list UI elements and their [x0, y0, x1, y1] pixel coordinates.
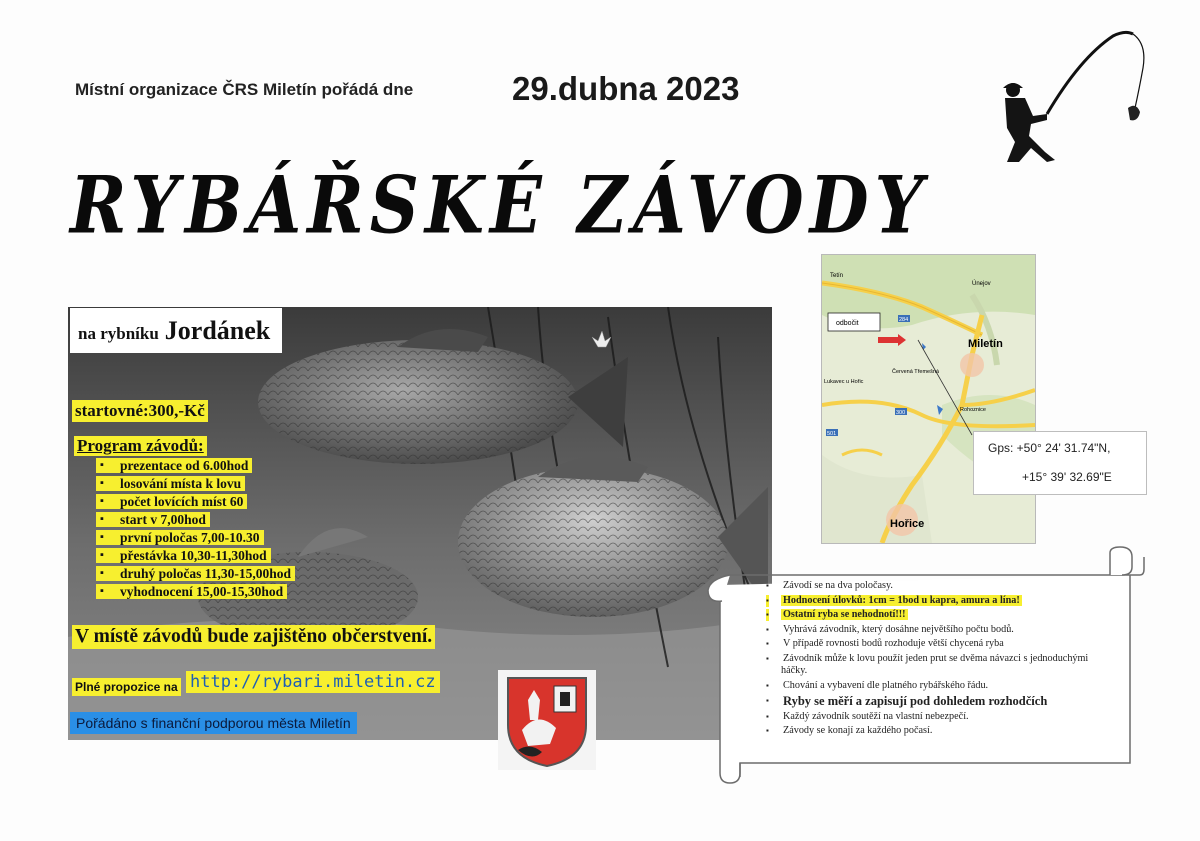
- map-label-cervena-tremesna: Červená Třemešná: [892, 369, 939, 375]
- program-item: ▪ losování místa k lovu: [96, 476, 245, 491]
- rule-item: [763, 580, 1113, 592]
- rule-item: [763, 694, 1113, 708]
- rule-text: Závody se konají za každého počasí.: [783, 725, 933, 737]
- support-note: Pořádáno s finanční podporou města Miletín: [70, 712, 357, 734]
- program-item: ▪ první poločas 7,00-10.30: [96, 530, 264, 545]
- map-label-tetin: Tetín: [830, 273, 844, 279]
- pond-label: na rybníku: [78, 324, 159, 343]
- rule-item: [763, 711, 1113, 723]
- rule-item: [763, 680, 1113, 692]
- rule-text: Závodník může k lovu použít jeden prut se dvěma návazci s jednoduchými háčky.: [781, 652, 1089, 676]
- organizer-line: Místní organizace ČRS Miletín pořádá dne: [75, 80, 414, 99]
- propositions-link[interactable]: http://rybari.miletin.cz: [186, 671, 440, 693]
- rule-item: [763, 638, 1113, 650]
- gps-longitude: +15° 39' 32.69"E: [1022, 470, 1112, 484]
- rule-text: Závodí se na dva poločasy.: [783, 580, 893, 591]
- entry-fee: startovné:300,-Kč: [72, 400, 208, 422]
- event-date: 29.dubna 2023: [512, 70, 740, 107]
- map-label-unejov: Únejov: [972, 281, 991, 287]
- fisherman-silhouette: [985, 28, 1155, 168]
- gps-box: [973, 431, 1147, 495]
- program-item: ▪ prezentace od 6.00hod: [96, 458, 252, 473]
- program-item: ▪ počet lovících míst 60: [96, 494, 247, 509]
- rule-item: [763, 595, 1113, 607]
- program-item: ▪ start v 7,00hod: [96, 512, 210, 527]
- program-item: ▪ druhý poločas 11,30-15,00hod: [96, 566, 295, 581]
- location-map: [821, 254, 1036, 544]
- propositions-label: Plné propozice na: [72, 678, 181, 696]
- map-label-road-284: 284: [899, 317, 909, 323]
- refreshment-note: V místě závodů bude zajištěno občerstvení.: [72, 625, 435, 649]
- rule-text: Každý závodník soutěží na vlastní nebezpečí.: [783, 710, 969, 722]
- coat-of-arms: [498, 670, 596, 770]
- rule-item: [763, 609, 1113, 621]
- rules-list: [763, 580, 1113, 740]
- map-label-road-300: 300: [896, 410, 906, 416]
- map-label-horice: Hořice: [890, 518, 925, 530]
- pond-name: Jordánek: [164, 316, 271, 345]
- map-label-road-501: 501: [827, 431, 837, 437]
- poster-title: RYBÁŘSKÉ ZÁVODY: [70, 160, 930, 252]
- rule-text: Ostatní ryba se nehodnotí!!!: [783, 609, 906, 621]
- rule-text: V případě rovnosti bodů rozhoduje větší chycená ryba: [783, 638, 1004, 650]
- map-label-lukavec: Lukavec u Hořic: [824, 379, 864, 385]
- rule-text: Hodnocení úlovků: 1cm = 1bod u kapra, amura a lína!: [783, 594, 1020, 606]
- rule-text: Ryby se měří a zapisují pod dohledem rozhodčích: [783, 694, 1048, 709]
- rule-item: [763, 725, 1113, 737]
- program-item: ▪ přestávka 10,30-11,30hod: [96, 548, 271, 563]
- program-title: Program závodů:: [74, 436, 207, 456]
- rule-item: [763, 624, 1113, 636]
- map-label-rohoznice: Rohoznice: [960, 407, 986, 413]
- rule-text: Vyhrává závodník, který dosáhne největšího počtu bodů.: [783, 623, 1014, 635]
- program-list: [96, 458, 295, 602]
- rule-text: Chování a vybavení dle platného rybářského řádu.: [783, 679, 989, 691]
- rule-item: [763, 653, 1113, 677]
- gps-latitude: Gps: +50° 24' 31.74"N,: [988, 441, 1111, 455]
- pond-tag: [70, 308, 282, 353]
- map-label-odbocit: odbočit: [836, 320, 859, 327]
- program-item: ▪ vyhodnocení 15,00-15,30hod: [96, 584, 287, 599]
- map-label-miletin: Miletín: [968, 338, 1003, 350]
